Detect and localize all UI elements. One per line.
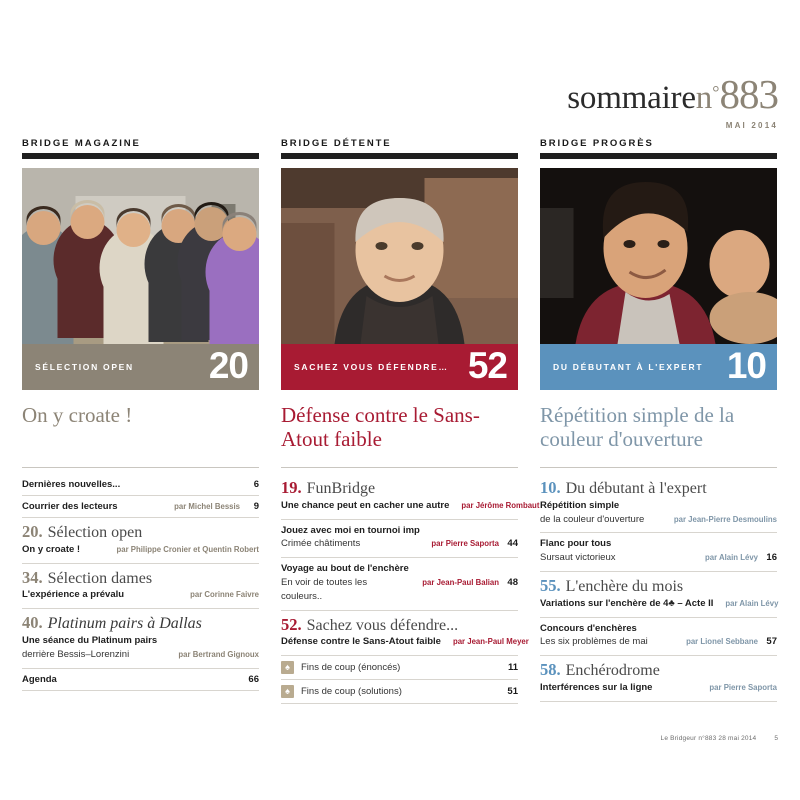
toc-entry-heading[interactable]: [281, 616, 518, 635]
toc-entry-title: L'expérience a prévalu: [22, 589, 125, 601]
content-columns: [22, 138, 778, 704]
toc-entry-title: Dernières nouvelles...: [22, 479, 121, 490]
toc-entry-row: [22, 635, 259, 648]
toc-entry-author: par Jean-Paul Meyer: [452, 637, 529, 647]
toc-entry-title: Agenda: [22, 673, 57, 685]
toc-entry-row: [281, 525, 518, 538]
toc-entry-row: [540, 598, 777, 611]
toc-entry-heading[interactable]: [22, 569, 259, 588]
feature-card[interactable]: [22, 168, 259, 451]
toc-entry-number: 40.: [22, 613, 43, 633]
footer-page-number: 5: [774, 735, 778, 742]
toc-entry-author: par Pierre Saporta: [709, 683, 777, 693]
toc-entry-heading[interactable]: [22, 614, 259, 633]
toc-entry-title: Variations sur l'enchère de 4♣ – Acte II: [540, 597, 714, 609]
toc-entry-page: 6: [253, 479, 259, 490]
feature-banner: [281, 344, 518, 390]
feature-page-number: 10: [726, 345, 766, 386]
toc-entry-subtitle: Crimée châtiments: [281, 538, 361, 550]
feature-title[interactable]: Répétition simple de la couleur d'ouverture: [540, 403, 735, 451]
toc-entry-row: [22, 544, 259, 557]
toc-entry-section-title: Sélection dames: [47, 569, 153, 587]
group-photo-six-men: [22, 168, 259, 344]
toc-entry-page: 11: [507, 662, 518, 674]
portrait-smiling-man-night: [540, 168, 777, 344]
toc-entry-author: par Bertrand Gignoux: [178, 649, 259, 659]
toc-list: [281, 467, 540, 704]
toc-entry-row: [22, 589, 259, 602]
portrait-older-man-dark-scarf: [281, 168, 518, 344]
column-3: [540, 138, 777, 704]
toc-entry-title: Fins de coup (énoncés): [301, 662, 401, 674]
footer-issue-text: Le Bridgeur n°883 28 mai 2014: [660, 735, 757, 742]
toc-entry-subtitle: derrière Bessis–Lorenzini: [22, 648, 130, 660]
feature-banner: [540, 344, 777, 390]
feature-card[interactable]: [281, 168, 518, 451]
toc-entry-subrow: [540, 513, 777, 527]
feature-card[interactable]: [540, 168, 777, 451]
toc-entry-title: Flanc pour tous: [540, 538, 612, 550]
toc-entry-title: Une séance du Platinum pairs: [22, 635, 158, 647]
toc-entry-number: 20.: [22, 522, 43, 541]
toc-entry-subrow: [281, 576, 518, 604]
toc-entry[interactable]: [281, 474, 540, 520]
toc-entry[interactable]: [22, 474, 259, 496]
toc-entry[interactable]: [540, 656, 777, 702]
masthead-degree-sign: °: [712, 82, 720, 102]
toc-entry[interactable]: [22, 518, 259, 564]
toc-top-rule: [281, 467, 518, 468]
masthead-issue-number: 883: [719, 71, 778, 117]
toc-entry-subtitle: En voir de toutes les couleurs..: [281, 577, 368, 602]
toc-entry-section-title: Du débutant à l'expert: [565, 480, 707, 498]
toc-entry[interactable]: [281, 611, 529, 657]
feature-banner-label: DU DÉBUTANT À L'EXPERT: [553, 362, 704, 372]
toc-entry-author: par Michel Bessis: [174, 502, 240, 511]
toc-entry[interactable]: [281, 520, 518, 559]
toc-entry[interactable]: [281, 558, 518, 610]
toc-entry-author: par Philippe Cronier et Quentin Robert: [116, 544, 259, 554]
toc-entry-author: par Corinne Faivre: [190, 590, 259, 600]
toc-list: [22, 467, 259, 691]
card-suit-icon: ♠: [281, 685, 294, 698]
toc-entry-page: 44: [507, 538, 518, 550]
feature-title[interactable]: On y croate !: [22, 403, 133, 427]
toc-entry-page: 57: [766, 636, 777, 648]
toc-entry-title: Défense contre le Sans-Atout faible: [281, 636, 441, 648]
toc-entry-title: Jouez avec moi en tournoi imp: [281, 524, 420, 536]
toc-entry[interactable]: [540, 572, 777, 618]
toc-entry-section-title: FunBridge: [306, 480, 376, 498]
toc-entry[interactable]: [540, 474, 777, 533]
toc-entry-subrow: [540, 635, 777, 649]
feature-banner: [22, 344, 259, 390]
masthead-title-line: [567, 71, 778, 117]
toc-entry-page: 16: [766, 552, 777, 564]
toc-entry-title: Interférences sur la ligne: [540, 682, 653, 694]
toc-entry-row: [540, 538, 777, 551]
toc-entry-row: [540, 500, 777, 513]
card-suit-icon: ♠: [281, 661, 294, 674]
toc-entry-title: Répétition simple: [540, 499, 620, 511]
toc-entry[interactable]: [22, 496, 259, 518]
toc-entry[interactable]: [281, 656, 518, 680]
toc-list: [540, 467, 777, 702]
toc-entry-subtitle: de la couleur d'ouverture: [540, 513, 645, 525]
feature-page-number: 52: [467, 345, 507, 386]
column-1: [22, 138, 259, 704]
toc-entry-number: 58.: [540, 660, 561, 680]
toc-entry-row: [281, 563, 518, 576]
toc-entry[interactable]: [22, 609, 259, 668]
toc-entry-author: par Alain Lévy: [725, 598, 779, 608]
toc-entry-number: 55.: [540, 576, 561, 596]
toc-entry-page: 51: [507, 686, 518, 698]
toc-entry[interactable]: [281, 680, 518, 704]
toc-entry-row: [281, 636, 529, 649]
toc-entry-author: par Jean-Paul Balian: [422, 578, 499, 588]
toc-entry-section-title: L'enchère du mois: [565, 578, 684, 596]
toc-entry-section-title: Enchérodrome: [565, 662, 660, 680]
toc-entry[interactable]: [22, 669, 259, 691]
feature-banner-label: SACHEZ VOUS DÉFENDRE…: [294, 362, 449, 372]
section-heading: BRIDGE DÉTENTE: [281, 138, 392, 149]
toc-entry-title: Voyage au bout de l'enchère: [281, 563, 409, 575]
toc-entry-title: Une chance peut en cacher une autre: [281, 499, 450, 511]
toc-entry-subrow: [540, 551, 777, 565]
toc-entry[interactable]: [22, 564, 259, 610]
toc-entry-row: [540, 623, 777, 636]
toc-entry-author: par Jean-Pierre Desmoulins: [673, 514, 777, 524]
toc-entry-section-title: Platinum pairs à Dallas: [47, 615, 202, 633]
toc-entry-heading[interactable]: [281, 479, 518, 498]
toc-entry-author: par Jérôme Rombaut: [461, 500, 540, 510]
toc-entry-title: Fins de coup (solutions): [301, 686, 402, 698]
toc-entry-section-title: Sélection open: [47, 524, 143, 541]
toc-entry-heading[interactable]: [540, 479, 777, 498]
masthead-n: n: [695, 80, 713, 116]
toc-entry-heading[interactable]: [22, 523, 259, 542]
toc-entry-page: 9: [253, 501, 259, 512]
toc-entry[interactable]: [540, 618, 777, 657]
toc-top-rule: [22, 467, 259, 468]
feature-page-number: 20: [208, 345, 248, 386]
toc-entry-number: 19.: [281, 478, 302, 498]
toc-entry-number: 52.: [281, 614, 302, 634]
section-rule: [281, 153, 518, 159]
toc-entry-number: 34.: [22, 567, 43, 587]
feature-title[interactable]: Défense contre le Sans-Atout faible: [281, 403, 480, 451]
toc-entry-section-title: Sachez vous défendre...: [306, 616, 459, 634]
toc-top-rule: [540, 467, 777, 468]
toc-entry-subrow: [281, 537, 518, 551]
section-heading: BRIDGE MAGAZINE: [22, 138, 141, 149]
toc-entry-title: On y croate !: [22, 543, 81, 555]
toc-entry-subtitle: Les six problèmes de mai: [540, 636, 648, 648]
toc-entry-author: par Lionel Sebbane: [686, 637, 758, 647]
toc-entry-subtitle: Sursaut victorieux: [540, 552, 616, 564]
toc-entry-title: Concours d'enchères: [540, 622, 637, 634]
toc-entry[interactable]: [540, 533, 777, 572]
toc-entry-page: 66: [248, 673, 259, 685]
masthead-date: MAI 2014: [725, 121, 778, 130]
toc-entry-row: [540, 682, 777, 695]
toc-entry-author: par Pierre Saporta: [431, 539, 499, 549]
toc-entry-author: par Alain Lévy: [704, 553, 758, 563]
feature-banner-label: SÉLECTION OPEN: [35, 362, 134, 372]
toc-entry-subrow: [22, 648, 259, 662]
section-rule: [22, 153, 259, 159]
section-rule: [540, 153, 777, 159]
toc-entry-heading[interactable]: [540, 577, 777, 596]
toc-entry-page: 48: [507, 577, 518, 589]
toc-entry-row: [281, 499, 540, 513]
masthead: [567, 71, 778, 130]
toc-entry-number: 10.: [540, 478, 561, 498]
masthead-sommaire: sommaire: [567, 80, 696, 116]
section-heading: BRIDGE PROGRÈS: [540, 138, 654, 149]
column-2: [281, 138, 540, 704]
page-footer: [661, 735, 778, 742]
toc-entry-heading[interactable]: [540, 661, 777, 680]
toc-entry-title: Courrier des lecteurs: [22, 501, 118, 512]
